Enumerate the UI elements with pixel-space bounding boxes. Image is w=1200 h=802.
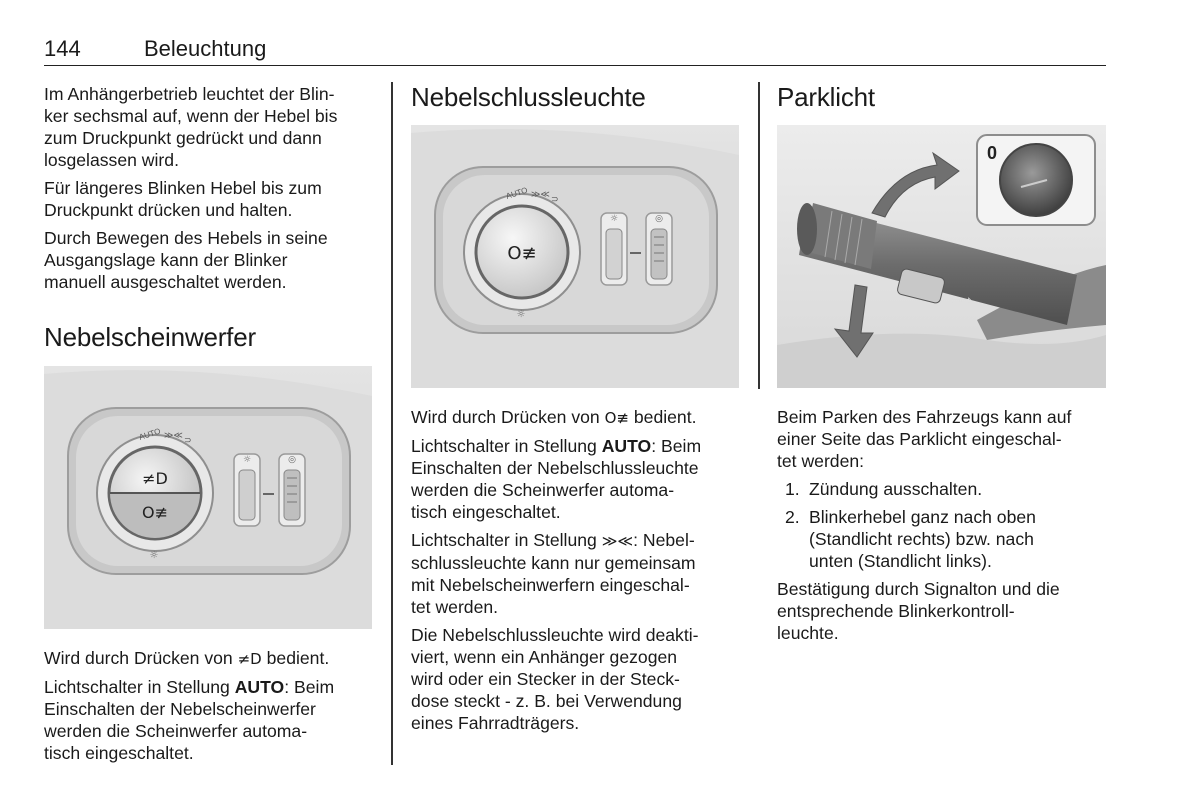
paragraph-rear-fog-operate [411,406,746,429]
fog-light-switch-illustration [44,366,372,629]
paragraph-parking-confirm: Bestätigung durch Signalton und die entsprechende Blinkerkontroll- leuchte. [777,579,1060,643]
svg-text:☼: ☼ [609,214,619,224]
parking-steps-list [777,478,1112,572]
step-number: 2. [785,507,800,527]
fig2-auto-label: AUTO [504,185,529,201]
step-text: Blinkerhebel ganz nach oben (Standlicht rechts) bzw. nach unten (Standlicht links). [809,507,1036,571]
auto-keyword: AUTO [234,677,285,697]
svg-text:≫≪: ≫≪ [164,431,183,441]
heading-nebelscheinwerfer: Nebelscheinwerfer [44,322,256,352]
svg-text:⊃: ⊃ [551,195,559,205]
rear-fog-switch-illustration [411,125,739,388]
svg-text:◎: ◎ [655,214,663,224]
paragraph-long-blink: Für längeres Blinken Hebel bis zum Druckpunkt drücken und halten. [44,178,322,220]
svg-text:☼: ☼ [242,455,252,465]
paragraph-rear-fog-auto [411,435,746,523]
text: bedient. [261,648,330,668]
text: : Beim Einschalten der Nebelschlussleuchte werden die Scheinwerfer automa- tisch eingeschaltet. [411,436,702,522]
heading-parklicht: Parklicht [777,82,875,112]
page-number: 144 [44,36,81,61]
list-item [777,506,1112,572]
paragraph-rear-fog-deactivate: Die Nebelschlussleuchte wird deakti- viert, wenn ein Anhänger gezogen wird oder ein Stecker in der Steck- dose steckt - z. B. bei Verwendung eines Fahrradträgers. [411,625,699,733]
chapter-title: Beleuchtung [144,36,267,61]
paragraph-manual-off: Durch Bewegen des Hebels in seine Ausgangslage kann der Blinker manuell ausgeschaltet werden. [44,228,328,292]
low-beam-symbol-icon: ≫≪ [601,532,634,550]
text: Lichtschalter in Stellung [411,436,602,456]
figure-rear-fog-switch [411,125,739,388]
rear-fog-symbol-icon: O≢ [604,409,629,427]
page-header [44,36,1106,66]
svg-text:⇦⇨: ⇦⇨ [949,293,973,309]
column-divider-2 [758,82,760,389]
svg-text:⊃: ⊃ [184,436,192,446]
paragraph-fog-auto [44,676,379,764]
fig1-auto-label: AUTO [137,426,162,442]
text: Lichtschalter in Stellung [44,677,235,697]
step-number: 1. [785,479,800,499]
dial-zero-label: 0 [987,143,998,163]
text: Lichtschalter in Stellung [411,530,602,550]
column-2-text [411,406,746,740]
text: : Nebel- schlussleuchte kann nur gemeinsam mit Nebelscheinwerfern eingeschal- tet werden. [411,530,696,617]
column-1-lower [44,647,379,770]
svg-text:◎: ◎ [288,455,296,465]
column-1 [44,83,379,299]
svg-text:☼: ☼ [516,309,526,320]
heading-nebelschlussleuchte: Nebelschlussleuchte [411,82,646,112]
list-item [777,478,1112,500]
text: bedient. [628,407,697,427]
auto-keyword: AUTO [601,436,652,456]
column-divider-1 [391,82,393,765]
figure-parking-light-lever [777,125,1106,388]
parking-light-lever-illustration [777,125,1106,388]
svg-text:O≢: O≢ [507,243,537,264]
paragraph-fog-operate [44,647,379,670]
text: : Beim Einschalten der Nebelscheinwerfer werden die Scheinwerfer automa- tisch eingeschaltet. [44,677,335,763]
svg-text:O≢: O≢ [142,503,168,522]
column-3-text [777,406,1112,650]
svg-text:☼: ☼ [149,550,159,561]
text: Wird durch Drücken von [411,407,605,427]
fog-light-symbol-icon: ≠D [237,650,262,668]
figure-fog-light-switch [44,366,372,629]
text: Wird durch Drücken von [44,648,238,668]
svg-text:≫≪: ≫≪ [531,190,550,200]
paragraph-parking-intro: Beim Parken des Fahrzeugs kann auf einer Seite das Parklicht eingeschal- tet werden: [777,407,1072,471]
step-text: Zündung ausschalten. [809,479,983,499]
paragraph-trailer-blink: Im Anhängerbetrieb leuchtet der Blin- ker sechsmal auf, wenn der Hebel bis zum Druckpunkt gedrückt und dann losgelassen wird. [44,84,338,170]
svg-text:≠D: ≠D [142,469,168,488]
paragraph-rear-fog-lowbeam [411,529,746,618]
